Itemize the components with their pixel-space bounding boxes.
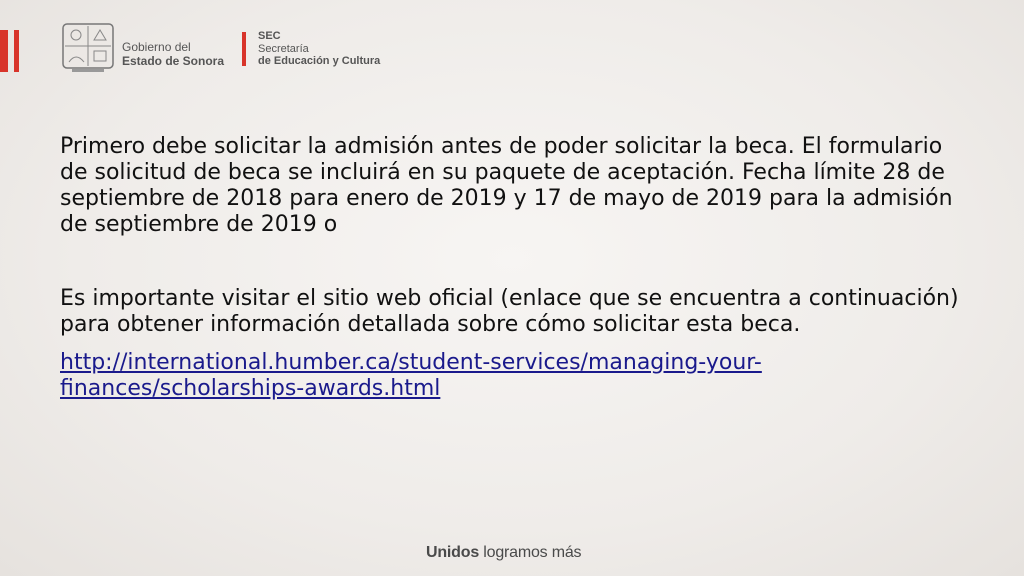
government-label [122, 40, 224, 68]
gov-line-1: Gobierno del [122, 40, 191, 54]
paragraph-admission: Primero debe solicitar la admisión antes de poder solicitar la beca. El formulario de solicitud de beca se incluirá en su paquete de aceptación. Fecha límite 28 de septiembre de 2018 para enero de 2019 y 17 de mayo de 2019 para la admisión de septiembre de 2019 o [60, 134, 953, 237]
sec-divider-bar [242, 32, 246, 66]
sec-label [258, 30, 380, 68]
accent-bar-left-thin [14, 30, 19, 72]
paragraph-visit-site: Es importante visitar el sitio web oficial (enlace que se encuentra a continuación) para obtener información detallada sobre cómo solicitar esta beca. [60, 286, 959, 337]
slogan-bold: Unidos [426, 544, 480, 561]
scholarship-link[interactable]: http://international.humber.ca/student-services/managing-your-finances/scholarships-awards.html [60, 350, 762, 401]
sec-line-1: Secretaría [258, 42, 309, 55]
accent-bar-left [0, 30, 8, 72]
slide-content [60, 134, 960, 402]
sec-line-2: de Educación y Cultura [258, 55, 381, 67]
footer-slogan [426, 544, 581, 562]
gov-line-2: Estado de Sonora [122, 54, 225, 68]
state-seal-icon [60, 22, 116, 74]
slogan-regular: logramos más [479, 544, 582, 561]
sec-abbr: SEC [258, 30, 281, 42]
